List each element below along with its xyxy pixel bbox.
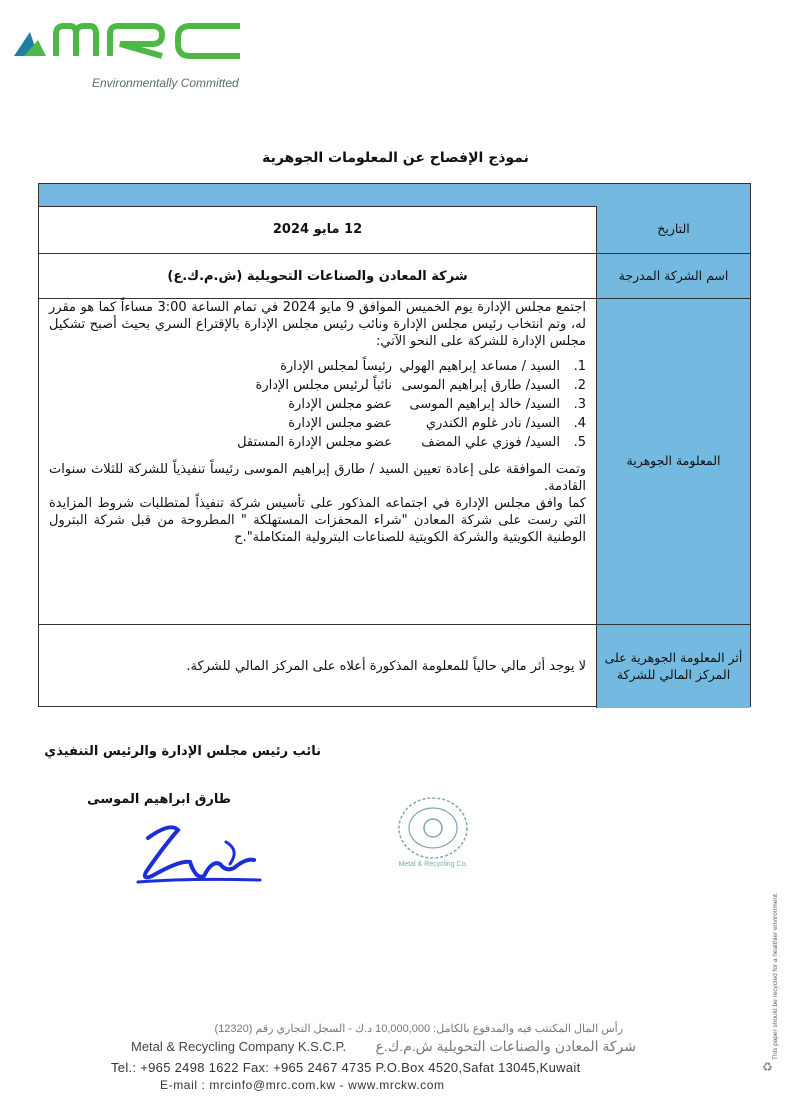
info-paragraph-reappointment: وتمت الموافقة على إعادة تعيين السيد / طارق إبراهيم الموسى رئيساً تنفيذياً للشركة للثلاث سنوات القادمة. [49, 462, 586, 494]
company-row [39, 254, 750, 299]
material-info-label: المعلومة الجوهرية [596, 299, 750, 624]
company-name-en: Metal & Recycling Company K.S.C.P. [131, 1039, 347, 1054]
company-value: شركة المعادن والصناعات التحويلية (ش.م.ك.ع) [167, 268, 468, 284]
list-item [49, 358, 586, 377]
member-number: 1. [573, 359, 586, 374]
member-role: عضو مجلس الإدارة [288, 416, 392, 431]
list-item [49, 415, 586, 434]
member-role: نائباً لرئيس مجلس الإدارة [255, 378, 392, 393]
member-role: عضو مجلس الإدارة [288, 397, 392, 412]
company-label: اسم الشركة المدرجة [596, 254, 750, 298]
date-label: التاريخ [596, 206, 750, 253]
company-stamp [388, 790, 478, 870]
member-name: السيد / مساعد إبراهيم الهولي [399, 359, 560, 374]
member-number: 2. [573, 378, 586, 393]
material-info-content [39, 299, 596, 624]
member-number: 3. [573, 397, 586, 412]
member-role: عضو مجلس الإدارة المستقل [237, 435, 392, 450]
recycle-icon: ♻ [762, 1060, 773, 1074]
recycle-note [760, 870, 779, 1070]
recycle-note-text: This paper should be recycled for a healthier environment. [772, 892, 779, 1060]
date-value: 12 مايو 2024 [272, 222, 363, 237]
financial-impact-label: أثر المعلومة الجوهرية على المركز المالي للشركة [596, 625, 750, 708]
info-paragraph-new-company: كما وافق مجلس الإدارة في اجتماعه المذكور على تأسيس شركة تنفيذاً لمتطلبات شروط المزايدة التي رست على شركة المعادن "شراء المحفزات المستهلكة " المطروحة من قبل شركة البترول الوطنية الكويتية والشركة الكويتية للصناعات البترولية المتكاملة".ح [49, 496, 586, 545]
date-row [39, 206, 750, 254]
list-item [49, 434, 586, 453]
member-number: 4. [573, 416, 586, 431]
board-members-list [49, 358, 586, 453]
member-role: رئيساً لمجلس الإدارة [280, 359, 392, 374]
member-name: السيد/ طارق إبراهيم الموسى [401, 378, 560, 393]
mrc-logo-icon [12, 14, 252, 74]
table-header-bar [39, 184, 750, 207]
info-intro: اجتمع مجلس الإدارة يوم الخميس الموافق 9 مايو 2024 في تمام الساعة 3:00 مساءاً كما هو مقرر له، وتم انتخاب رئيس مجلس الإدارة ونائب رئيس مجلس الإدارة بالإقتراع السري بحيث أصبح تشكيل مجلس الإدارة للشركة على النحو الآتي: [49, 300, 586, 349]
signatory-name: طارق ابراهيم الموسى [87, 792, 231, 807]
member-name: السيد/ خالد إبراهيم الموسى [409, 397, 560, 412]
member-number: 5. [573, 435, 586, 450]
financial-impact-row [39, 625, 750, 708]
list-item [49, 396, 586, 415]
handwritten-signature [130, 820, 270, 895]
material-info-row [39, 299, 750, 625]
signatory-title: نائب رئيس مجلس الإدارة والرئيس التنفيذي [44, 744, 321, 759]
email-web-line: E-mail : mrcinfo@mrc.com.kw - www.mrckw.com [160, 1078, 445, 1092]
capital-line: رأس المال المكتتب فيه والمدفوع بالكامل: 10,000,000 د.ك - السجل التجاري رقم (12320) [214, 1023, 623, 1035]
financial-impact-value: لا يوجد أثر مالي حالياً للمعلومة المذكورة أعلاه على المركز المالي للشركة. [186, 659, 586, 674]
document-title: نموذج الإفصاح عن المعلومات الجوهرية [262, 150, 529, 166]
disclosure-table [38, 183, 751, 707]
member-name: السيد/ نادر غلوم الكندري [425, 416, 560, 431]
logo-tagline: Environmentally Committed [92, 76, 239, 90]
company-name-ar: شركة المعادن والصناعات التحويلية ش.م.ك.ع [375, 1038, 636, 1054]
list-item [49, 377, 586, 396]
contact-line: Tel.: +965 2498 1622 Fax: +965 2467 4735 P.O.Box 4520,Safat 13045,Kuwait [111, 1060, 581, 1075]
stamp-text: Metal & Recycling Co. [398, 861, 468, 868]
member-name: السيد/ فوزي علي المضف [421, 435, 560, 450]
